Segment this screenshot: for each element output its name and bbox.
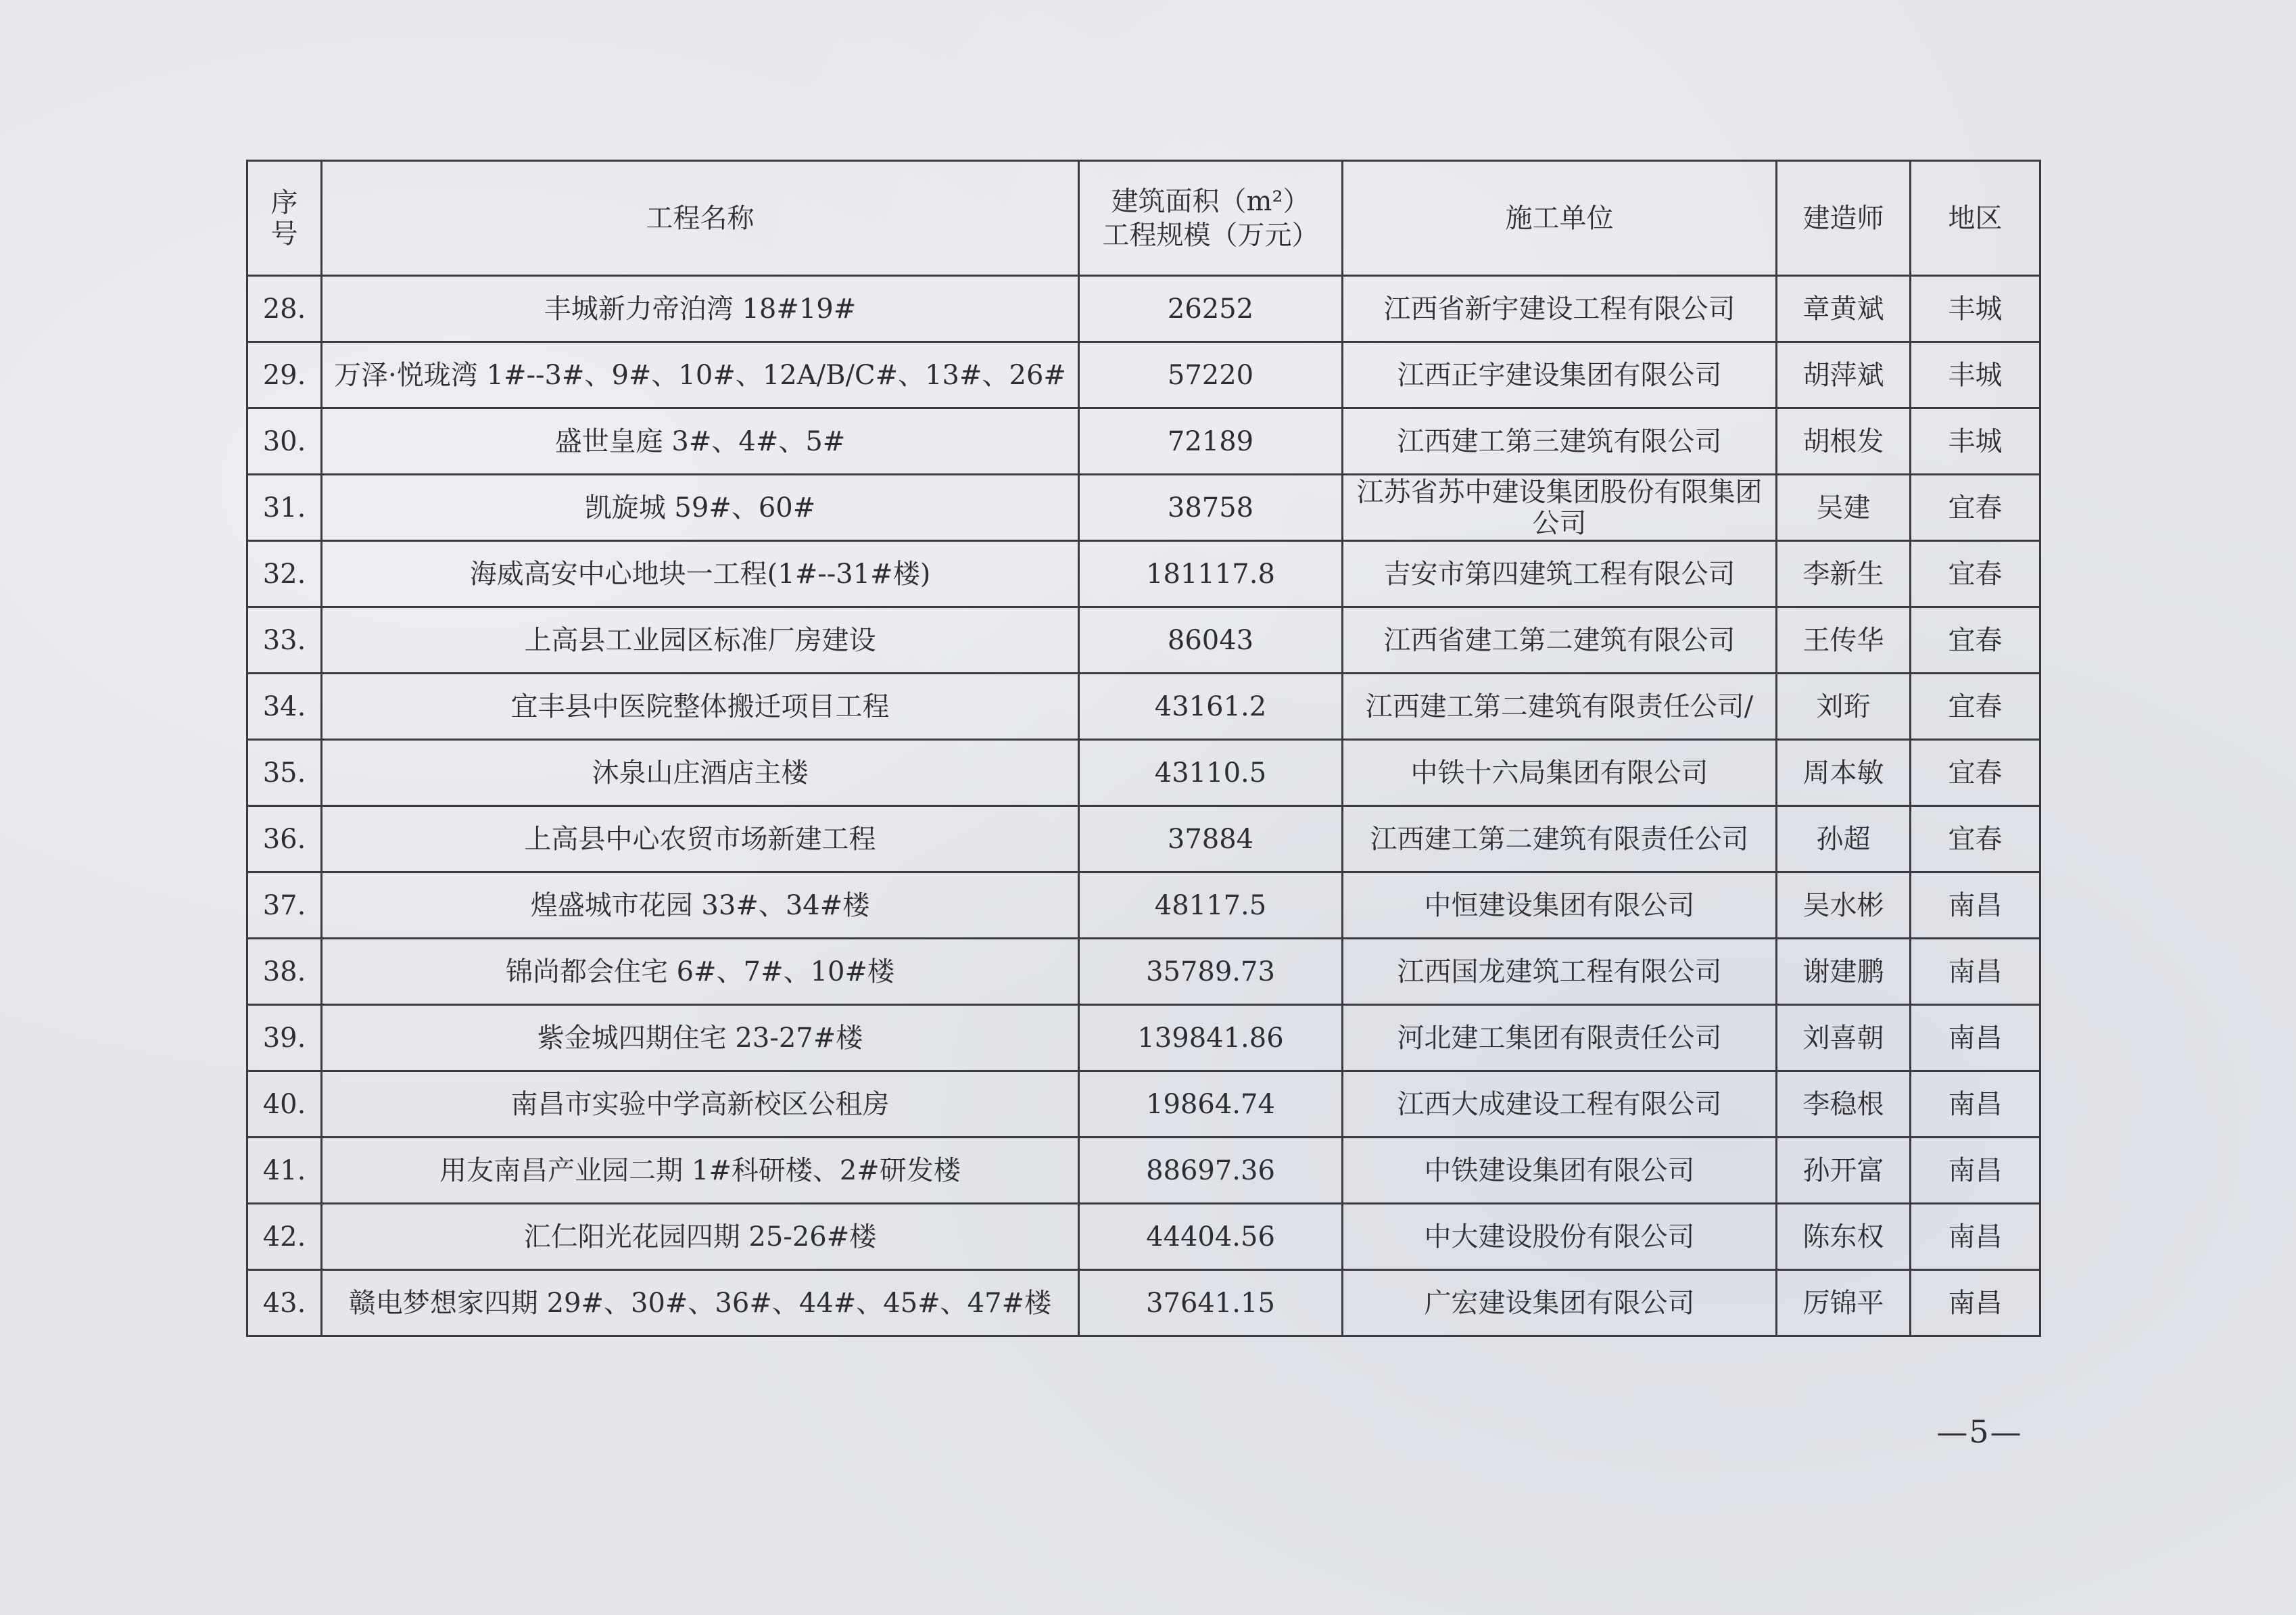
cell-area: 43110.5: [1079, 740, 1343, 806]
cell-name: 紫金城四期住宅 23-27#楼: [322, 1005, 1079, 1071]
cell-unit: 江西省新宇建设工程有限公司: [1343, 276, 1777, 342]
table-row: [247, 872, 2040, 939]
table-row: [247, 607, 2040, 674]
cell-no: 43.: [247, 1270, 322, 1336]
table-row: [247, 342, 2040, 408]
cell-region: 南昌: [1911, 1005, 2040, 1071]
cell-region: 南昌: [1911, 1071, 2040, 1138]
cell-no: 31.: [247, 475, 322, 541]
cell-no: 40.: [247, 1071, 322, 1138]
cell-builder: 李新生: [1777, 541, 1911, 607]
cell-region: 宜春: [1911, 806, 2040, 872]
table-row: [247, 1005, 2040, 1071]
cell-area: 37884: [1079, 806, 1343, 872]
page-number: —5—: [1936, 1413, 2023, 1450]
header-area: [1079, 161, 1343, 276]
cell-region: 南昌: [1911, 1204, 2040, 1270]
cell-name: 海威高安中心地块一工程(1#--31#楼): [322, 541, 1079, 607]
table-row: [247, 1138, 2040, 1204]
cell-unit: 江西正宇建设集团有限公司: [1343, 342, 1777, 408]
header-no-line2: 号: [270, 218, 298, 250]
cell-name: 沐泉山庄酒店主楼: [322, 740, 1079, 806]
table-header: [247, 161, 2040, 276]
cell-area: 88697.36: [1079, 1138, 1343, 1204]
cell-name: 盛世皇庭 3#、4#、5#: [322, 408, 1079, 475]
cell-region: 宜春: [1911, 607, 2040, 674]
cell-unit: 广宏建设集团有限公司: [1343, 1270, 1777, 1336]
header-no: [247, 161, 322, 276]
cell-area: 86043: [1079, 607, 1343, 674]
cell-name: 上高县中心农贸市场新建工程: [322, 806, 1079, 872]
cell-no: 30.: [247, 408, 322, 475]
table-row: [247, 408, 2040, 475]
cell-area: 38758: [1079, 475, 1343, 541]
header-region: 地区: [1911, 161, 2040, 276]
cell-unit: 江西国龙建筑工程有限公司: [1343, 939, 1777, 1005]
cell-unit: 中大建设股份有限公司: [1343, 1204, 1777, 1270]
cell-name: 南昌市实验中学高新校区公租房: [322, 1071, 1079, 1138]
cell-region: 南昌: [1911, 872, 2040, 939]
cell-builder: 吴水彬: [1777, 872, 1911, 939]
table-row: [247, 276, 2040, 342]
table-row: [247, 541, 2040, 607]
cell-region: 宜春: [1911, 674, 2040, 740]
cell-no: 39.: [247, 1005, 322, 1071]
cell-builder: 章黄斌: [1777, 276, 1911, 342]
project-table: [246, 160, 2041, 1337]
table-row: [247, 475, 2040, 541]
cell-unit: 中铁建设集团有限公司: [1343, 1138, 1777, 1204]
table-row: [247, 806, 2040, 872]
cell-no: 28.: [247, 276, 322, 342]
cell-builder: 孙超: [1777, 806, 1911, 872]
cell-builder: 陈东权: [1777, 1204, 1911, 1270]
cell-region: 宜春: [1911, 541, 2040, 607]
cell-no: 37.: [247, 872, 322, 939]
cell-unit: 江西省建工第二建筑有限公司: [1343, 607, 1777, 674]
cell-unit: 江西建工第二建筑有限责任公司/: [1343, 674, 1777, 740]
cell-name: 宜丰县中医院整体搬迁项目工程: [322, 674, 1079, 740]
cell-area: 139841.86: [1079, 1005, 1343, 1071]
cell-region: 丰城: [1911, 408, 2040, 475]
cell-builder: 刘喜朝: [1777, 1005, 1911, 1071]
cell-unit: 中铁十六局集团有限公司: [1343, 740, 1777, 806]
cell-builder: 孙开富: [1777, 1138, 1911, 1204]
cell-unit: 江西建工第三建筑有限公司: [1343, 408, 1777, 475]
cell-name: 上高县工业园区标准厂房建设: [322, 607, 1079, 674]
cell-name: 煌盛城市花园 33#、34#楼: [322, 872, 1079, 939]
cell-builder: 刘珩: [1777, 674, 1911, 740]
cell-name: 赣电梦想家四期 29#、30#、36#、44#、45#、47#楼: [322, 1270, 1079, 1336]
cell-area: 57220: [1079, 342, 1343, 408]
header-name: 工程名称: [322, 161, 1079, 276]
cell-name: 汇仁阳光花园四期 25-26#楼: [322, 1204, 1079, 1270]
cell-builder: 吴建: [1777, 475, 1911, 541]
table-row: [247, 740, 2040, 806]
cell-unit: 江西大成建设工程有限公司: [1343, 1071, 1777, 1138]
header-unit: 施工单位: [1343, 161, 1777, 276]
cell-no: 42.: [247, 1204, 322, 1270]
cell-region: 宜春: [1911, 475, 2040, 541]
cell-region: 南昌: [1911, 939, 2040, 1005]
cell-builder: 胡萍斌: [1777, 342, 1911, 408]
cell-unit: 河北建工集团有限责任公司: [1343, 1005, 1777, 1071]
cell-region: 南昌: [1911, 1138, 2040, 1204]
table-row: [247, 1270, 2040, 1336]
cell-no: 38.: [247, 939, 322, 1005]
cell-area: 48117.5: [1079, 872, 1343, 939]
cell-builder: 王传华: [1777, 607, 1911, 674]
cell-no: 33.: [247, 607, 322, 674]
cell-builder: 李稳根: [1777, 1071, 1911, 1138]
cell-area: 43161.2: [1079, 674, 1343, 740]
header-builder: 建造师: [1777, 161, 1911, 276]
cell-builder: 周本敏: [1777, 740, 1911, 806]
cell-region: 南昌: [1911, 1270, 2040, 1336]
cell-name: 用友南昌产业园二期 1#科研楼、2#研发楼: [322, 1138, 1079, 1204]
cell-builder: 胡根发: [1777, 408, 1911, 475]
cell-unit: 吉安市第四建筑工程有限公司: [1343, 541, 1777, 607]
cell-no: 34.: [247, 674, 322, 740]
cell-region: 丰城: [1911, 342, 2040, 408]
table-row: [247, 1071, 2040, 1138]
cell-no: 32.: [247, 541, 322, 607]
cell-area: 72189: [1079, 408, 1343, 475]
cell-area: 26252: [1079, 276, 1343, 342]
table-row: [247, 939, 2040, 1005]
cell-builder: 谢建鹏: [1777, 939, 1911, 1005]
table-row: [247, 1204, 2040, 1270]
cell-unit: 中恒建设集团有限公司: [1343, 872, 1777, 939]
cell-no: 36.: [247, 806, 322, 872]
cell-area: 44404.56: [1079, 1204, 1343, 1270]
cell-region: 丰城: [1911, 276, 2040, 342]
cell-area: 37641.15: [1079, 1270, 1343, 1336]
header-area-line2: 工程规模（万元）: [1102, 219, 1319, 251]
cell-region: 宜春: [1911, 740, 2040, 806]
cell-name: 凯旋城 59#、60#: [322, 475, 1079, 541]
cell-name: 锦尚都会住宅 6#、7#、10#楼: [322, 939, 1079, 1005]
header-no-line1: 序: [270, 187, 298, 218]
cell-no: 29.: [247, 342, 322, 408]
cell-builder: 厉锦平: [1777, 1270, 1911, 1336]
cell-name: 丰城新力帝泊湾 18#19#: [322, 276, 1079, 342]
table-body: [247, 276, 2040, 1336]
header-row: [247, 161, 2040, 276]
cell-area: 19864.74: [1079, 1071, 1343, 1138]
header-area-line1: 建筑面积（m²）: [1111, 185, 1310, 217]
cell-unit: 江西建工第二建筑有限责任公司: [1343, 806, 1777, 872]
cell-unit: 江苏省苏中建设集团股份有限集团公司: [1343, 475, 1777, 541]
cell-area: 181117.8: [1079, 541, 1343, 607]
cell-name: 万泽·悦珑湾 1#--3#、9#、10#、12A/B/C#、13#、26#: [322, 342, 1079, 408]
cell-no: 35.: [247, 740, 322, 806]
cell-no: 41.: [247, 1138, 322, 1204]
table-row: [247, 674, 2040, 740]
cell-area: 35789.73: [1079, 939, 1343, 1005]
